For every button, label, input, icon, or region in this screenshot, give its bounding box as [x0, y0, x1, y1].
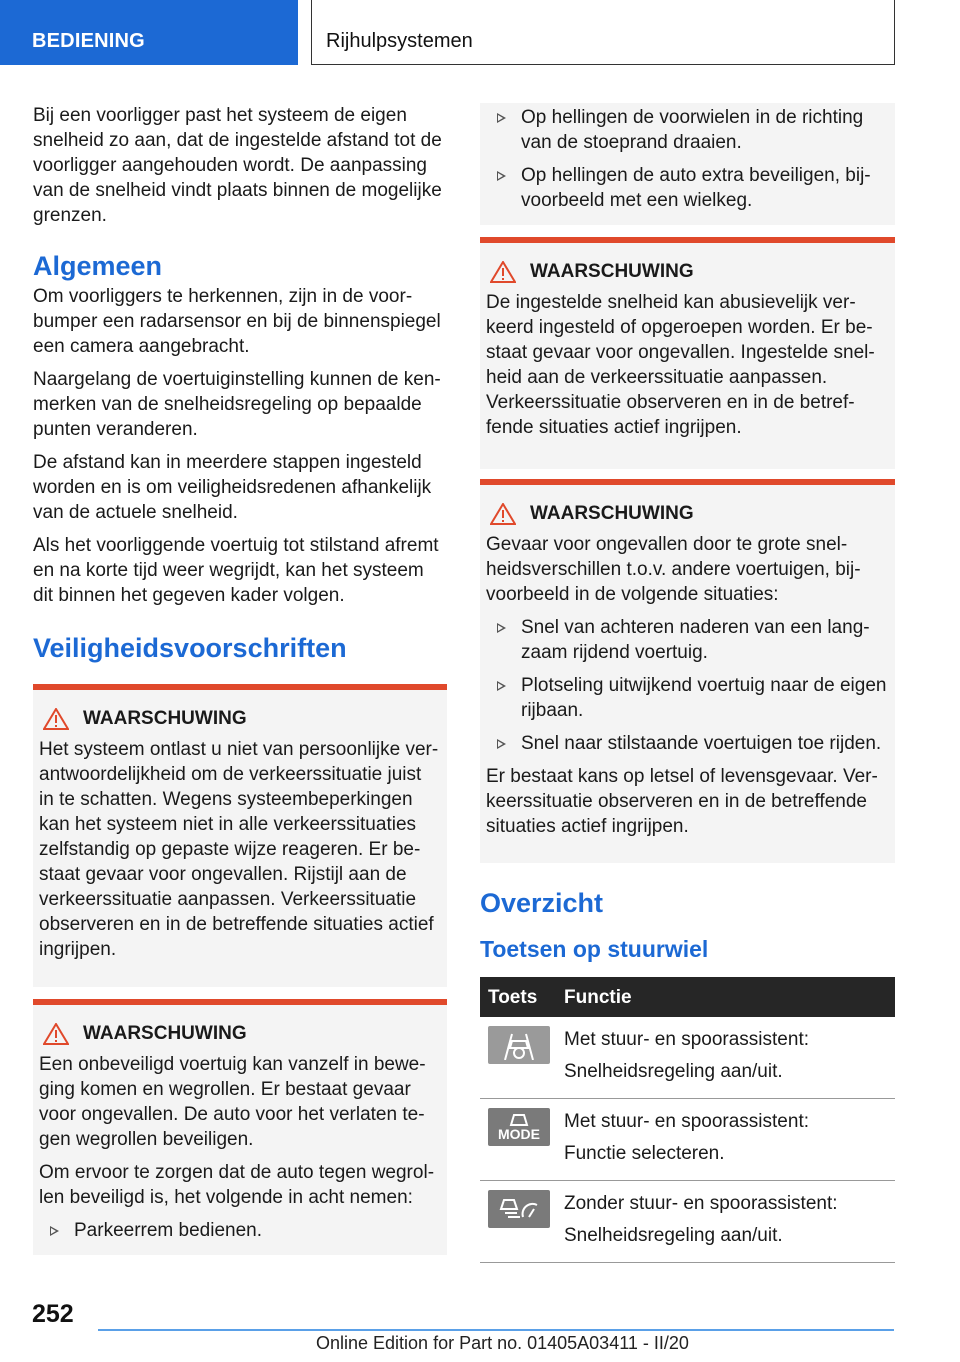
algemeen-p4: Als het voorliggende voertuig tot stilstand afremt en na korte tijd weer wegrijdt, kan het systeem dit binnen het gegeven kader volgen.: [33, 535, 439, 606]
algemeen-p2: Naargelang de voertuiginstelling kunnen de kenmerken van de snelheidsregeling op bepaalde punten veranderen.: [33, 369, 441, 440]
table-row: [480, 1099, 895, 1181]
heading-algemeen: Algemeen: [33, 251, 163, 281]
warning-box-4: [480, 479, 895, 863]
mode-icon: [488, 1108, 550, 1146]
warning4-list: [486, 615, 889, 756]
warning4-text2: Er bestaat kans op letsel of levensgevaar. Verkeerssituatie observeren en in de betreffende situaties actief ingrijpen.: [486, 766, 878, 837]
warning-box-1: [33, 684, 447, 987]
warning-title-3: [486, 259, 889, 284]
keys-table: [480, 977, 895, 1263]
right-column: [480, 103, 895, 1263]
heading-toetsen: Toetsen op stuurwiel: [480, 936, 709, 962]
function-line2: Snelheidsregeling aan/uit.: [564, 1225, 783, 1246]
warning4-text1: Gevaar voor ongevallen door te grote snelheidsverschillen t.o.v. andere voertuigen, bijvoorbeeld in de volgende situaties:: [486, 534, 861, 605]
left-column: [33, 103, 447, 1255]
warning-title-4: [486, 501, 889, 526]
warning-label: WAARSCHUWING: [83, 708, 247, 729]
continued-box: [480, 103, 895, 225]
cruise-distance-icon: [488, 1190, 550, 1228]
footer-divider: [98, 1329, 894, 1331]
warning-label: WAARSCHUWING: [530, 503, 694, 524]
algemeen-p1: Om voorliggers te herkennen, zijn in de voorbumper een radarsensor en bij de binnenspiegel een camera aangebracht.: [33, 286, 441, 357]
warning-box-3: [480, 237, 895, 469]
warning-triangle-icon: [43, 1023, 69, 1045]
warning-triangle-icon: [490, 503, 516, 525]
table-row: [480, 1017, 895, 1099]
list-item: Snel van achteren naderen van een langzaam rijdend voertuig.: [486, 615, 889, 665]
list-item: Op hellingen de voorwielen in de richting van de stoeprand draaien.: [486, 105, 889, 155]
table-row: [480, 1181, 895, 1263]
warning-title-2: [39, 1021, 441, 1046]
warning3-text: De ingestelde snelheid kan abusievelijk verkeerd ingesteld of opgeroepen worden. Er bestaat gevaar voor ongevallen. Ingestelde snelheid aan de verkeerssituatie aanpassen. Verkeerssituatie observeren en in de betreffende situaties actief ingrijpen.: [486, 292, 875, 438]
edition-text: Online Edition for Part no. 01405A03411 - II/20: [316, 1333, 689, 1353]
col-header-functie: Functie: [556, 977, 895, 1017]
intro-paragraph: Bij een voorligger past het systeem de eigen snelheid zo aan, dat de ingestelde afstand tot de voorligger aangehouden wordt. De aanpassing van de snelheid vindt plaats binnen de mogelijke grenzen.: [33, 105, 442, 226]
section-title: Rijhulpsystemen: [311, 0, 895, 65]
function-line2: Functie selecteren.: [564, 1143, 725, 1164]
warning1-text: Het systeem ontlast u niet van persoonlijke verantwoordelijkheid om de verkeerssituatie juist in te schatten. Wegens systeembeperkingen kan het systeem niet in alle verkeerssituaties zelfstandig op gepaste wijze reageren. Er bestaat gevaar voor ongevallen. Rijstijl aan de verkeerssituatie aanpassen. Verkeerssituatie observeren en in de betreffende situaties actief ingrijpen.: [39, 739, 439, 960]
function-line2: Snelheidsregeling aan/uit.: [564, 1061, 783, 1082]
warning-triangle-icon: [43, 708, 69, 730]
list-item: Plotseling uitwijkend voertuig naar de eigen rijbaan.: [486, 673, 889, 723]
list-item: Snel naar stilstaande voertuigen toe rijden.: [486, 731, 889, 756]
col-header-toets: Toets: [480, 977, 556, 1017]
heading-veiligheid: Veiligheidsvoorschriften: [33, 633, 347, 663]
heading-overzicht: Overzicht: [480, 888, 604, 918]
mode-label: MODE: [498, 1126, 540, 1142]
function-line1: Met stuur- en spoorassistent:: [564, 1029, 809, 1050]
steering-assist-icon: [488, 1026, 550, 1064]
warning2-text2: Om ervoor te zorgen dat de auto tegen wegrollen beveiligd is, het volgende in acht nemen:: [39, 1162, 435, 1208]
warning-box-2: [33, 999, 447, 1255]
warning2-list: [39, 1218, 441, 1243]
list-item: Op hellingen de auto extra beveiligen, bijvoorbeeld met een wielkeg.: [486, 163, 889, 213]
warning-triangle-icon: [490, 261, 516, 283]
warning-label: WAARSCHUWING: [530, 261, 694, 282]
algemeen-p3: De afstand kan in meerdere stappen ingesteld worden en is om veiligheidsredenen afhankelijk van de actuele snelheid.: [33, 452, 432, 523]
list-item: Parkeerrem bedienen.: [39, 1218, 441, 1243]
continued-list: [486, 105, 889, 213]
warning-label: WAARSCHUWING: [83, 1023, 247, 1044]
warning2-text1: Een onbeveiligd voertuig kan vanzelf in beweging komen en wegrollen. Er bestaat gevaar voor ongevallen. De auto voor het verlaten tegen wegrollen beveiligen.: [39, 1054, 426, 1150]
page-number: 252: [32, 1300, 74, 1328]
function-line1: Met stuur- en spoorassistent:: [564, 1111, 809, 1132]
function-line1: Zonder stuur- en spoorassistent:: [564, 1193, 838, 1214]
chapter-tab: BEDIENING: [0, 0, 298, 65]
warning-title-1: [39, 706, 441, 731]
